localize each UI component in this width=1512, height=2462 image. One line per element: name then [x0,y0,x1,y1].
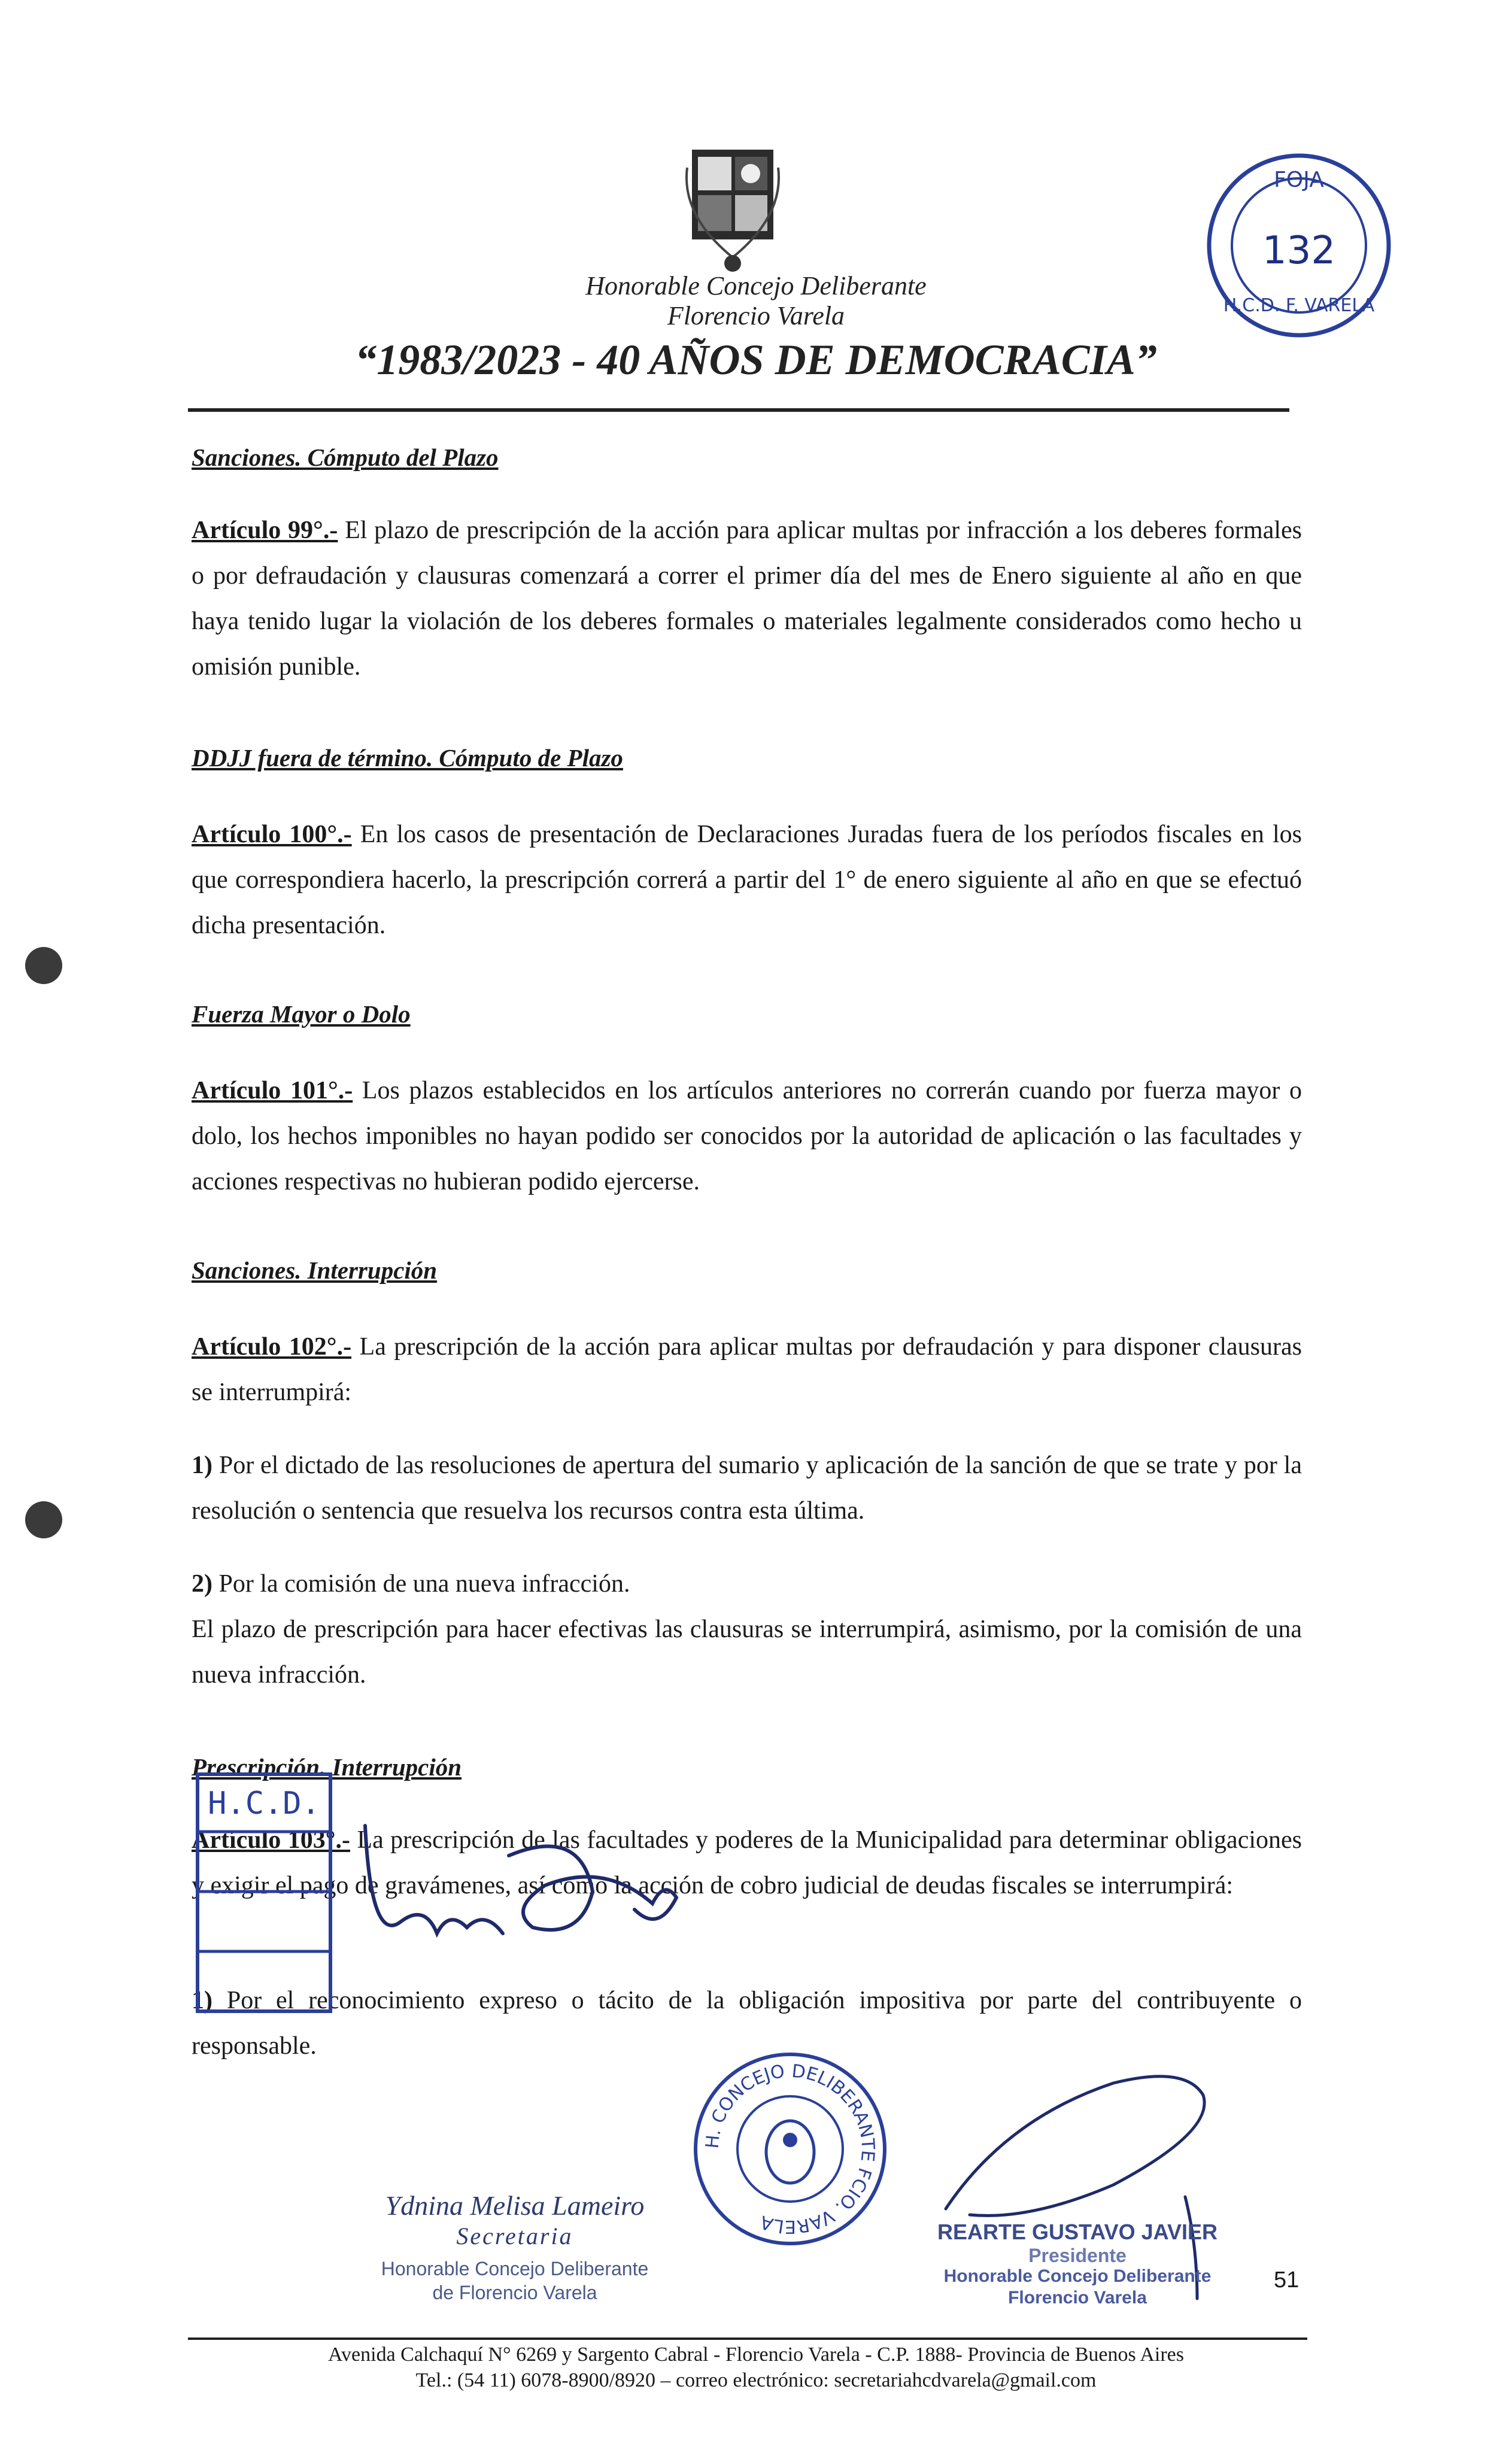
secretary-name: Ydnina Melisa Lameiro [385,2190,645,2221]
article-paragraph [192,1324,1302,1415]
article-text: En los casos de presentación de Declaraciones Juradas fuera de los períodos fiscales en los que correspondiera hacerlo, la prescripción correrá a partir del 1° de enero siguiente al año en que se efectuó dicha presentación. [192,821,1302,939]
list-item-number: 1) [192,1987,212,2014]
article-paragraph [192,1068,1302,1204]
institution-name: Honorable Concejo Deliberante [585,271,927,300]
foja-number: 132 [1262,229,1336,273]
punch-hole [25,947,62,984]
foja-org: H.C.D. F. VARELA [1223,295,1375,316]
list-item-text: Por el reconocimiento expreso o tácito de la obligación impositiva por parte del contribuyente o responsable. [192,1987,1302,2060]
section-title: Sanciones. Cómputo del Plazo [192,444,499,471]
article-paragraph [192,508,1302,690]
list-item-text: Por el dictado de las resoluciones de apertura del sumario y aplicación de la sanción de que se trate y por la resolución o sentencia que resuelva los recursos contra esta última. [192,1452,1302,1525]
article-text: La prescripción de la acción para aplicar multas por defraudación y para disponer clausuras se interrumpirá: [192,1333,1302,1406]
section-title: Sanciones. Interrupción [192,1256,438,1284]
article-text: Los plazos establecidos en los artículos anteriores no correrán cuando por fuerza mayor o dolo, los hechos imponibles no hayan podido ser conocidos por la autoridad de aplicación o las facultades y acciones respectivas no hubieran podido ejercerse. [192,1077,1302,1195]
article-number: Artículo 101°.- [192,1077,353,1104]
institution-city: Florencio Varela [667,301,845,330]
president-name: REARTE GUSTAVO JAVIER [937,2220,1218,2244]
article-number: Artículo 99°.- [192,517,338,544]
section-title: DDJJ fuera de término. Cómputo de Plazo [192,744,623,772]
round-seal-stamp [691,2050,889,2248]
article-number: Artículo 102°.- [192,1333,352,1361]
footer-divider [188,2337,1307,2340]
list-item [192,1443,1302,1534]
article-text: El plazo de prescripción de la acción para aplicar multas por infracción a los deberes formales o por defraudación y clausuras comenzará a correr el primer día del mes de Enero siguiente al año en que haya tenido lugar la violación de los deberes formales o materiales legalmente considerados como hecho u omisión punible. [192,517,1302,681]
article-paragraph [192,812,1302,948]
round-seal-text: H. CONCEJO DELIBERANTE FCIO. VARELA [702,2060,879,2238]
president-org: Honorable Concejo Deliberante [943,2266,1212,2286]
anniversary-motto: “1983/2023 - 40 AÑOS DE DEMOCRACIA” [355,336,1157,384]
foja-stamp [1191,150,1407,341]
article-text: La prescripción de las facultades y poderes de la Municipalidad para determinar obligaciones y exigir el pago de gravámenes, así como la acción de cobro judicial de deudas fiscales se interrumpirá: [192,1826,1302,1899]
footer-contact: Tel.: (54 11) 6078-8900/8920 – correo electrónico: secretariahcdvarela@gmail.com [415,2369,1097,2391]
secretary-signature [353,1790,688,1969]
closing-paragraph: El plazo de prescripción para hacer efectivas las clausuras se interrumpirá, asimismo, por la comisión de una nueva infracción. [192,1616,1302,1689]
list-item-number: 2) [192,1570,212,1598]
hcd-box-stamp [195,1772,333,2014]
punch-hole [25,1501,62,1538]
page-number: 51 [1274,2267,1300,2293]
secretary-title: Secretaria [456,2223,573,2250]
section-title: Fuerza Mayor o Dolo [192,1000,411,1028]
foja-label: FOJA [1274,168,1324,192]
secretary-city: de Florencio Varela [432,2282,597,2303]
secretary-org: Honorable Concejo Deliberante [381,2258,649,2279]
svg-text:H. CONCEJO DELIBERANTE FCIO. V [702,2061,879,2237]
list-item-text: Por la comisión de una nueva infracción. [212,1570,630,1598]
municipal-crest-logo [675,144,790,277]
footer-address: Avenida Calchaquí N° 6269 y Sargento Cabral - Florencio Varela - C.P. 1888- Provincia de Buenos Aires [328,2343,1184,2366]
article-number: Artículo 103°.- [192,1826,351,1854]
president-city: Florencio Varela [1008,2288,1147,2308]
article-number: Artículo 100°.- [192,821,352,848]
president-title: Presidente [1028,2245,1127,2266]
section-title: Prescripción. Interrupción [192,1753,462,1781]
hcd-box-label: H.C.D. [208,1786,320,1822]
header-divider [188,408,1289,412]
list-item-number: 1) [192,1452,212,1479]
list-item [192,1561,1302,1607]
